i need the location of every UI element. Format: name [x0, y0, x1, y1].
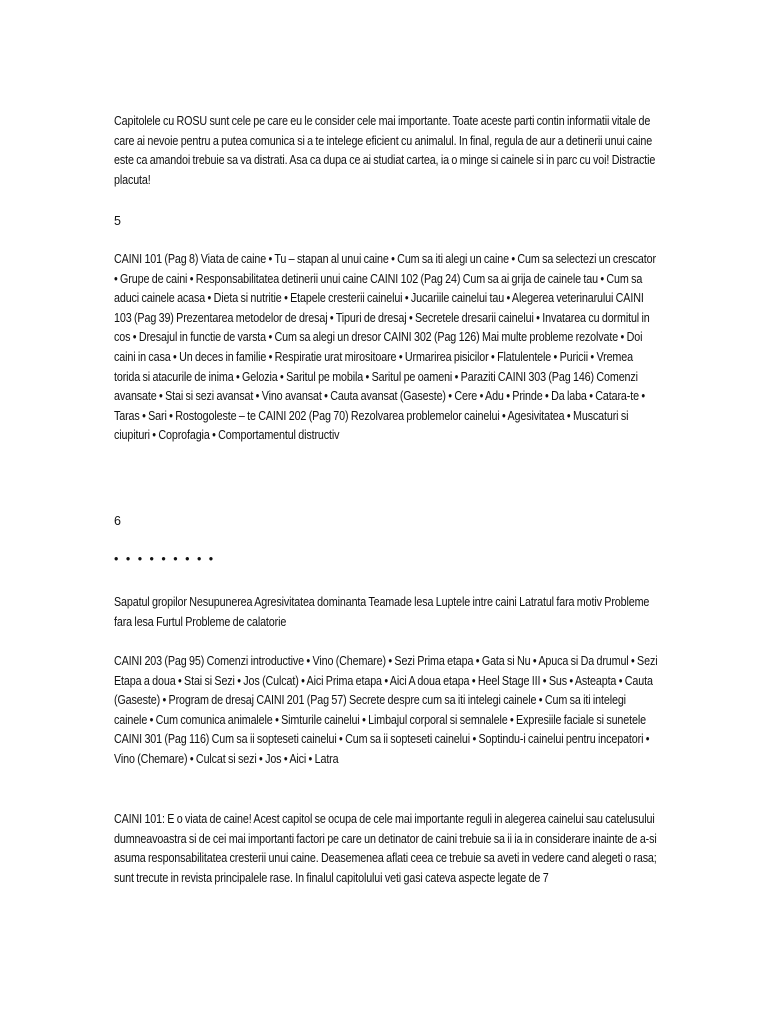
- contents-text: Sapatul gropilor Nesupunerea Agresivitatea dominanta Teamade lesa Luptele intre caini Latratul fara motiv Probleme fara lesa Furtul Probleme de calatorie: [114, 595, 650, 629]
- contents-paragraph: [114, 593, 662, 632]
- contents-paragraph: [114, 250, 662, 446]
- chapter-intro-text: CAINI 101: E o viata de caine! Acest capitol se ocupa de cele mai importante reguli in alegerea cainelui sau catelusului dumneavoastra si de cei mai importanti factori pe care un detinator de caini trebuie sa ii ia in considerare inainte de a-si asuma responsabilitatea cresterii unui caine. Deasemenea aflati ceea ce trebuie sa aveti in vedere cand alegeti o rasa; sunt trecute in revista principalele rase. In finalul capitolului veti gasi cateva aspecte legate de 7: [114, 812, 657, 885]
- intro-paragraph: [114, 112, 662, 190]
- chapter-intro-paragraph: [114, 810, 662, 888]
- contents-text: CAINI 203 (Pag 95) Comenzi introductive • Vino (Chemare) • Sezi Prima etapa • Gata si Nu • Apuca si Da drumul • Sezi Etapa a doua • Stai si Sezi • Jos (Culcat) • Aici Prima etapa • Aici A doua etapa • Heel Stage III • Sus • Asteapta • Cauta (Gaseste) • Program de dresaj CAINI 201 (Pag 57) Secrete despre cum sa iti intelegi cainele • Cum sa iti intelegi cainele • Cum comunica animalele • Simturile cainelui • Limbajul corporal si semnalele • Expresiile faciale si sunetele CAINI 301 (Pag 116) Cum sa ii sopteseti cainelui • Cum sa ii sopteseti cainelui • Soptindu-i cainelui pentru incepatori • Vino (Chemare) • Culcat si sezi • Jos • Aici • Latra: [114, 654, 658, 766]
- page-number: 6: [114, 514, 121, 528]
- page-number: 5: [114, 214, 121, 228]
- intro-text: Capitolele cu ROSU sunt cele pe care eu le consider cele mai importante. Toate aceste parti contin informatii vitale de care ai nevoie pentru a putea comunica si a te intelege eficient cu animalul. In final, regula de aur a detinerii unui caine este ca amandoi trebuie sa va distrati. Asa ca dupa ce ai studiat cartea, ia o minge si cainele si in parc cu voi! Distractie placuta!: [114, 114, 656, 187]
- contents-paragraph: [114, 652, 662, 770]
- bullet-list-markers: • • • • • • • • •: [114, 552, 216, 566]
- contents-text: CAINI 101 (Pag 8) Viata de caine • Tu – stapan al unui caine • Cum sa iti alegi un caine • Cum sa selectezi un crescator • Grupe de caini • Responsabilitatea detinerii unui caine CAINI 102 (Pag 24) Cum sa ai grija de cainele tau • Cum sa aduci cainele acasa • Dieta si nutritie • Etapele cresterii cainelui • Jucariile cainelui tau • Alegerea veterinarului CAINI 103 (Pag 39) Prezentarea metodelor de dresaj • Tipuri de dresaj • Secretele dresarii cainelui • Invatarea cu dormitul in cos • Dresajul in functie de varsta • Cum sa alegi un dresor CAINI 302 (Pag 126) Mai multe probleme rezolvate • Doi caini in casa • Un deces in familie • Respiratie urat mirositoare • Urmarirea pisicilor • Flatulentele • Puricii • Vremea torida si atacurile de inima • Gelozia • Saritul pe mobila • Saritul pe oameni • Paraziti CAINI 303 (Pag 146) Comenzi avansate • Stai si sezi avansat • Vino avansat • Cauta avansat (Gaseste) • Cere • Adu • Prinde • Da laba • Catara-te • Taras • Sari • Rostogoleste – te CAINI 202 (Pag 70) Rezolvarea problemelor cainelui • Agesivitatea • Muscaturi si ciupituri • Coprofagia • Comportamentul distructiv: [114, 252, 656, 443]
